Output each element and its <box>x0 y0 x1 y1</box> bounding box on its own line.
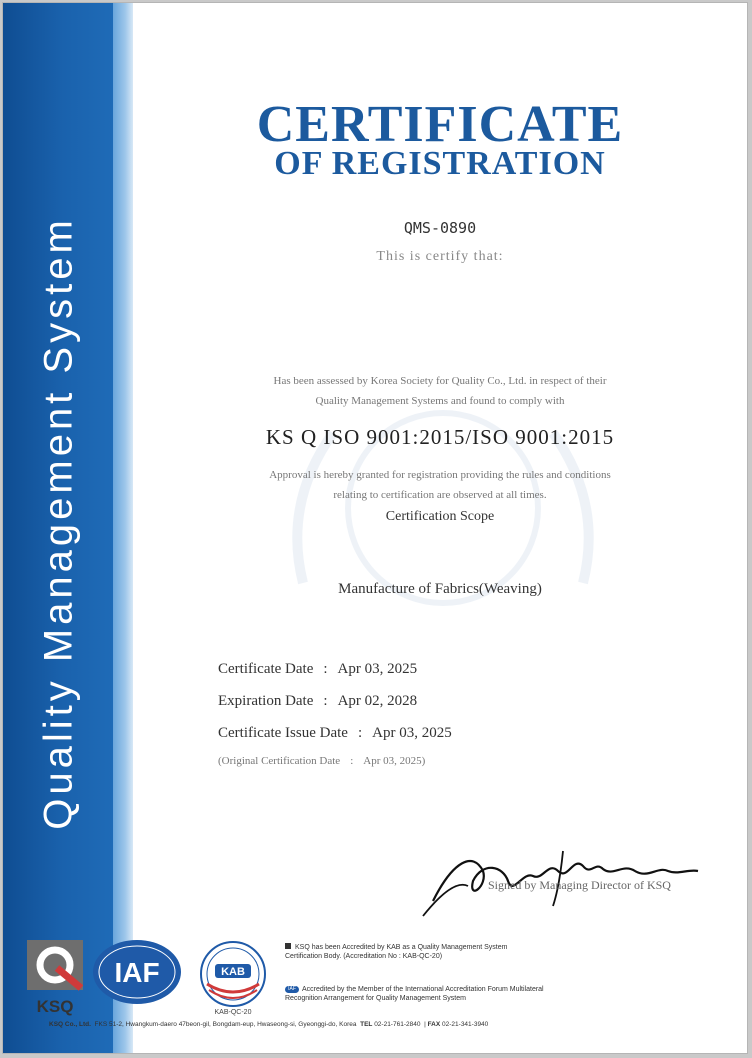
issue-date-value: Apr 03, 2025 <box>372 725 452 741</box>
scope-text: Manufacture of Fabrics(Weaving) <box>338 581 542 597</box>
kab-logo-text: KAB <box>221 966 245 978</box>
footer: KSQ Co., Ltd. FKS 51-2, Hwangkum-daero 47beon-gil, Bongdam-eup, Hwaseong-si, Gyeonggi-do, Korea TEL 02-21-761-2840 | FAX 02-21-341-3940 <box>49 1021 489 1028</box>
footer-address: FKS 51-2, Hwangkum-daero 47beon-gil, Bongdam-eup, Hwaseong-si, Gyeonggi-do, Korea <box>94 1021 357 1028</box>
original-date-value: Apr 03, 2025) <box>363 755 426 767</box>
side-band-stripe <box>113 3 133 1053</box>
footer-tel: 02-21-761-2840 <box>374 1021 421 1028</box>
footer-fax: 02-21-341-3940 <box>442 1021 489 1028</box>
footer-fax-label: FAX <box>427 1021 441 1028</box>
expiration-date-value: Apr 02, 2028 <box>337 693 418 709</box>
approval-line-1: Approval is hereby granted for registration providing the rules and conditions <box>269 469 611 481</box>
certificate-subtitle: OF REGISTRATION <box>274 145 606 182</box>
certificate-date-value: Apr 03, 2025 <box>337 661 418 677</box>
accreditation-iaf-line2: Recognition Arrangement for Quality Management System <box>285 995 466 1002</box>
bullet-icon <box>285 943 291 949</box>
issue-date-label: Certificate Issue Date <box>218 725 348 741</box>
certificate-content <box>133 3 747 1053</box>
certificate-date-label: Certificate Date <box>218 661 314 677</box>
assessment-line-1: Has been assessed by Korea Society for Quality Co., Ltd. in respect of their <box>273 375 607 387</box>
ksq-logo-text: KSQ <box>36 997 74 1016</box>
issue-date-row <box>218 725 452 742</box>
footer-company: KSQ Co., Ltd. <box>49 1021 91 1028</box>
accreditation-iaf <box>285 985 605 1003</box>
separator: : <box>350 755 354 767</box>
iaf-logo <box>91 938 183 1006</box>
ksq-logo <box>25 938 85 1018</box>
signed-by: Signed by Managing Director of KSQ <box>488 878 671 892</box>
footer-tel-label: TEL <box>360 1021 373 1028</box>
ksq-logo-icon <box>25 938 85 1018</box>
certificate-page <box>2 2 748 1054</box>
iaf-mini-icon: IAF <box>285 986 299 993</box>
accreditation-iaf-line1: Accredited by the Member of the International Accreditation Forum Multilateral <box>302 986 544 993</box>
accreditation-kab-line2: Certification Body. (Accreditation No : KAB-QC-20) <box>285 953 443 960</box>
assessment-line-2: Quality Management Systems and found to comply with <box>315 395 565 407</box>
expiration-date-label: Expiration Date <box>218 693 314 709</box>
iaf-logo-text: IAF <box>114 957 160 988</box>
approval-line-2: relating to certification are observed at all times. <box>333 489 547 501</box>
separator: : <box>323 693 328 709</box>
iso-standard: KS Q ISO 9001:2015/ISO 9001:2015 <box>265 425 615 449</box>
certificate-title: CERTIFICATE <box>256 96 624 153</box>
accreditation-kab <box>285 943 605 961</box>
separator: : <box>357 725 363 741</box>
kab-code: KAB-QC-20 <box>214 1009 252 1016</box>
original-date-row <box>218 755 425 767</box>
expiration-date-row <box>218 693 417 710</box>
certify-text: This is certify that: <box>376 249 504 264</box>
original-date-label: (Original Certification Date <box>218 755 341 767</box>
iaf-logo-icon <box>91 938 183 1006</box>
separator: : <box>323 661 328 677</box>
side-band-text: Quality Management System <box>36 216 81 830</box>
accreditation-kab-line1: KSQ has been Accredited by KAB as a Quality Management System <box>295 944 508 951</box>
scope-heading: Certification Scope <box>385 509 495 524</box>
registration-number: QMS-0890 <box>403 219 477 237</box>
certificate-date-row <box>218 661 417 678</box>
